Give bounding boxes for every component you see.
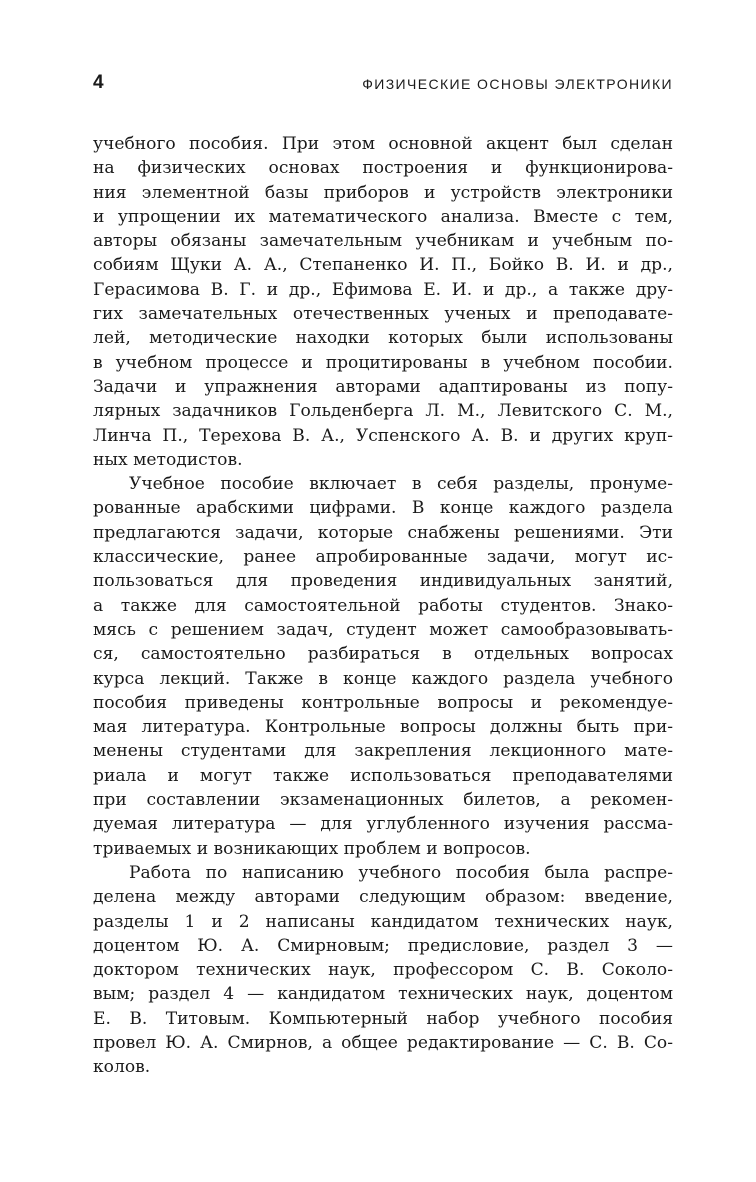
text-line: и упрощении их математического анализа. Вместе с тем, [93, 206, 673, 227]
running-title: ФИЗИЧЕСКИЕ ОСНОВЫ ЭЛЕКТРОНИКИ [362, 76, 673, 92]
text-line: на физических основах построения и функционирова- [93, 158, 673, 179]
text-line: дуемая литература — для углубленного изучения рассма- [93, 814, 673, 835]
text-line: пособия приведены контрольные вопросы и рекомендуе- [93, 692, 673, 713]
text-line: мясь с решением задач, студент может самообразовывать- [93, 619, 673, 640]
text-line: гих замечательных отечественных ученых и преподавате- [93, 304, 673, 325]
text-line: ся, самостоятельно разбираться в отдельных вопросах [93, 644, 673, 665]
text-line: Герасимова В. Г. и др., Ефимова Е. И. и др., а также дру- [93, 279, 673, 300]
text-line: Учебное пособие включает в себя разделы, пронуме- [129, 474, 673, 495]
text-line: ных методистов. [93, 449, 243, 470]
text-line: доцентом Ю. А. Смирновым; предисловие, раздел 3 — [93, 935, 673, 956]
page-header [93, 72, 673, 100]
text-line: риала и могут также использоваться преподавателями [93, 765, 673, 786]
text-line: провел Ю. А. Смирнов, а общее редактирование — С. В. Со- [93, 1032, 673, 1053]
text-line: рованные арабскими цифрами. В конце каждого раздела [93, 498, 673, 519]
text-line: лей, методические находки которых были использованы [93, 328, 673, 349]
text-line: Задачи и упражнения авторами адаптированы из попу- [93, 376, 673, 397]
paragraph [93, 861, 673, 1080]
text-line: классические, ранее апробированные задачи, могут ис- [93, 547, 673, 568]
text-line: колов. [93, 1057, 151, 1078]
paragraph [93, 132, 673, 472]
text-line: разделы 1 и 2 написаны кандидатом технических наук, [93, 911, 673, 932]
text-line: Линча П., Терехова В. А., Успенского А. В. и других круп- [93, 425, 673, 446]
text-line: пользоваться для проведения индивидуальных занятий, [93, 571, 673, 592]
text-line: авторы обязаны замечательным учебникам и учебным по- [93, 231, 673, 252]
text-line: учебного пособия. При этом основной акцент был сделан [93, 134, 673, 154]
text-line: в учебном процессе и процитированы в учебном пособии. [93, 352, 673, 373]
text-line: мая литература. Контрольные вопросы должны быть при- [93, 717, 673, 738]
text-line: собиям Щуки А. А., Степаненко И. П., Бойко В. И. и др., [93, 255, 673, 276]
text-line: триваемых и возникающих проблем и вопросов. [93, 838, 531, 859]
text-line: при составлении экзаменационных билетов, а рекомен- [93, 790, 673, 811]
paragraph [93, 472, 673, 861]
text-line: менены студентами для закрепления лекционного мате- [93, 741, 673, 762]
page-number: 4 [93, 72, 104, 93]
text-line: лярных задачников Гольденберга Л. М., Левитского С. М., [93, 401, 673, 422]
text-line: Работа по написанию учебного пособия была распре- [129, 862, 673, 883]
body-text [93, 132, 673, 1080]
text-line: ния элементной базы приборов и устройств электроники [93, 182, 673, 203]
text-line: доктором технических наук, профессором С. В. Соколо- [93, 960, 673, 981]
text-line: вым; раздел 4 — кандидатом технических наук, доцентом [93, 984, 673, 1005]
text-line: курса лекций. Также в конце каждого раздела учебного [93, 668, 673, 689]
text-line: а также для самостоятельной работы студентов. Знако- [93, 595, 673, 616]
text-line: предлагаются задачи, которые снабжены решениями. Эти [93, 522, 673, 543]
text-line: Е. В. Титовым. Компьютерный набор учебного пособия [93, 1008, 673, 1029]
text-line: делена между авторами следующим образом: введение, [93, 887, 673, 908]
